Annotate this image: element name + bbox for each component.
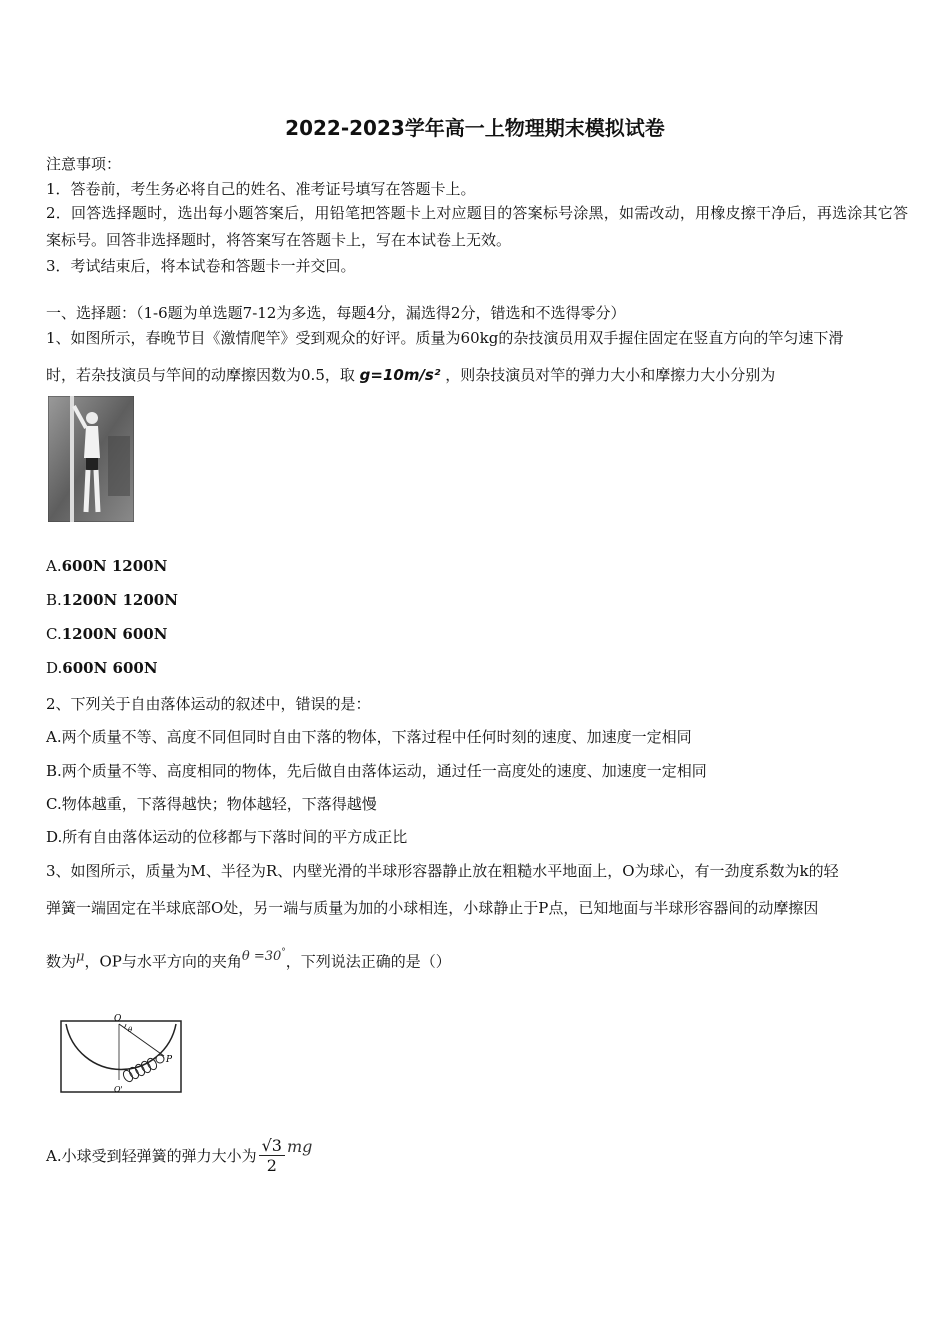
q3-stem-line1: 3、如图所示，质量为M、半径为R、内壁光滑的半球形容器静止放在粗糙水平地面上，O为球心，有一劲度系数为k的轻 [46,862,839,880]
q1-option-c [46,625,167,643]
q3-stem-line3 [46,948,451,971]
q3-degree: ° [281,948,286,958]
notice-heading: 注意事项： [46,155,122,173]
q3-text-a: 数为 [46,952,77,971]
q2-option-c: C.物体越重，下落得越快；物体越轻，下落得越慢 [46,795,377,813]
q3-text-c: ，下列说法正确的是（） [285,952,451,971]
q1-option-b-text: 1200N 1200N [61,591,178,609]
notice-item-3: 3．考试结束后，将本试卷和答题卡一并交回。 [46,257,356,275]
q1-formula: g=10m/s² [359,366,441,384]
q1-option-a-letter: A. [46,557,62,575]
q2-option-d: D.所有自由落体运动的位移都与下落时间的平方成正比 [46,828,408,846]
page-title: 2022-2023学年高一上物理期末模拟试卷 [285,116,665,140]
q3-mu-symbol: μ [76,949,85,965]
q3-label-o: O [114,1014,122,1024]
q1-option-a [46,557,167,575]
q1-stem-line1: 1、如图所示，春晚节目《激情爬竿》受到观众的好评。质量为60kg的杂技演员用双手握住固定在竖直方向的竿匀速下滑 [46,329,844,347]
section-heading: 一、选择题：（1-6题为单选题7-12为多选，每题4分，漏选得2分，错选和不选得零分） [46,304,626,322]
q3-hemisphere-diagram [56,1010,186,1096]
q1-stem-text-b: ，则杂技演员对竿的弹力大小和摩擦力大小分别为 [445,366,776,384]
q1-option-d-text: 600N 600N [62,659,158,677]
q1-option-b-letter: B. [46,591,62,609]
q2-option-b: B.两个质量不等、高度相同的物体，先后做自由落体运动，通过任一高度处的速度、加速度一定相同 [46,762,707,780]
q3-text-b: ，OP与水平方向的夹角 [84,952,242,971]
q3-option-a-fraction [259,1136,285,1175]
q3-label-o-prime: O' [114,1085,123,1094]
q1-option-c-text: 1200N 600N [61,625,168,643]
q3-stem-line2: 弹簧一端固定在半球底部O处，另一端与质量为加的小球相连，小球静止于P点，已知地面与半球形容器间的动摩擦因 [46,899,819,917]
q3-fraction-numerator: √3 [259,1136,285,1156]
q1-stem-text-a: 时，若杂技演员与竿间的动摩擦因数为0.5，取 [46,366,355,384]
q1-option-c-letter: C. [46,625,62,643]
q3-label-p: P [166,1055,173,1065]
q1-acrobat-photo [48,396,134,522]
q1-option-b [46,591,178,609]
q3-option-a-mg: mg [286,1137,313,1156]
q1-option-d-letter: D. [46,659,63,677]
q3-theta: θ =30 [241,949,282,965]
notice-item-1: 1．答卷前，考生务必将自己的姓名、准考证号填写在答题卡上。 [46,180,476,198]
q3-fraction-denominator: 2 [266,1156,277,1175]
q1-option-a-text: 600N 1200N [61,557,168,575]
q3-theta-value [242,949,286,964]
q3-label-theta: θ [128,1026,133,1034]
q2-stem: 2、下列关于自由落体运动的叙述中，错误的是： [46,695,371,713]
q1-stem-line2 [46,364,775,385]
q3-option-a [46,1136,312,1175]
q1-option-d [46,659,158,677]
q2-option-a: A.两个质量不等、高度不同但同时自由下落的物体，下落过程中任何时刻的速度、加速度一定相同 [46,728,692,746]
q3-option-a-text: A.小球受到轻弹簧的弹力大小为 [46,1147,257,1165]
notice-item-2: 2．回答选择题时，选出每小题答案后，用铅笔把答题卡上对应题目的答案标号涂黑，如需改动，用橡皮擦干净后，再选涂其它答案标号。回答非选择题时，将答案写在答题卡上，写在本试卷上无效。 [46,204,908,249]
